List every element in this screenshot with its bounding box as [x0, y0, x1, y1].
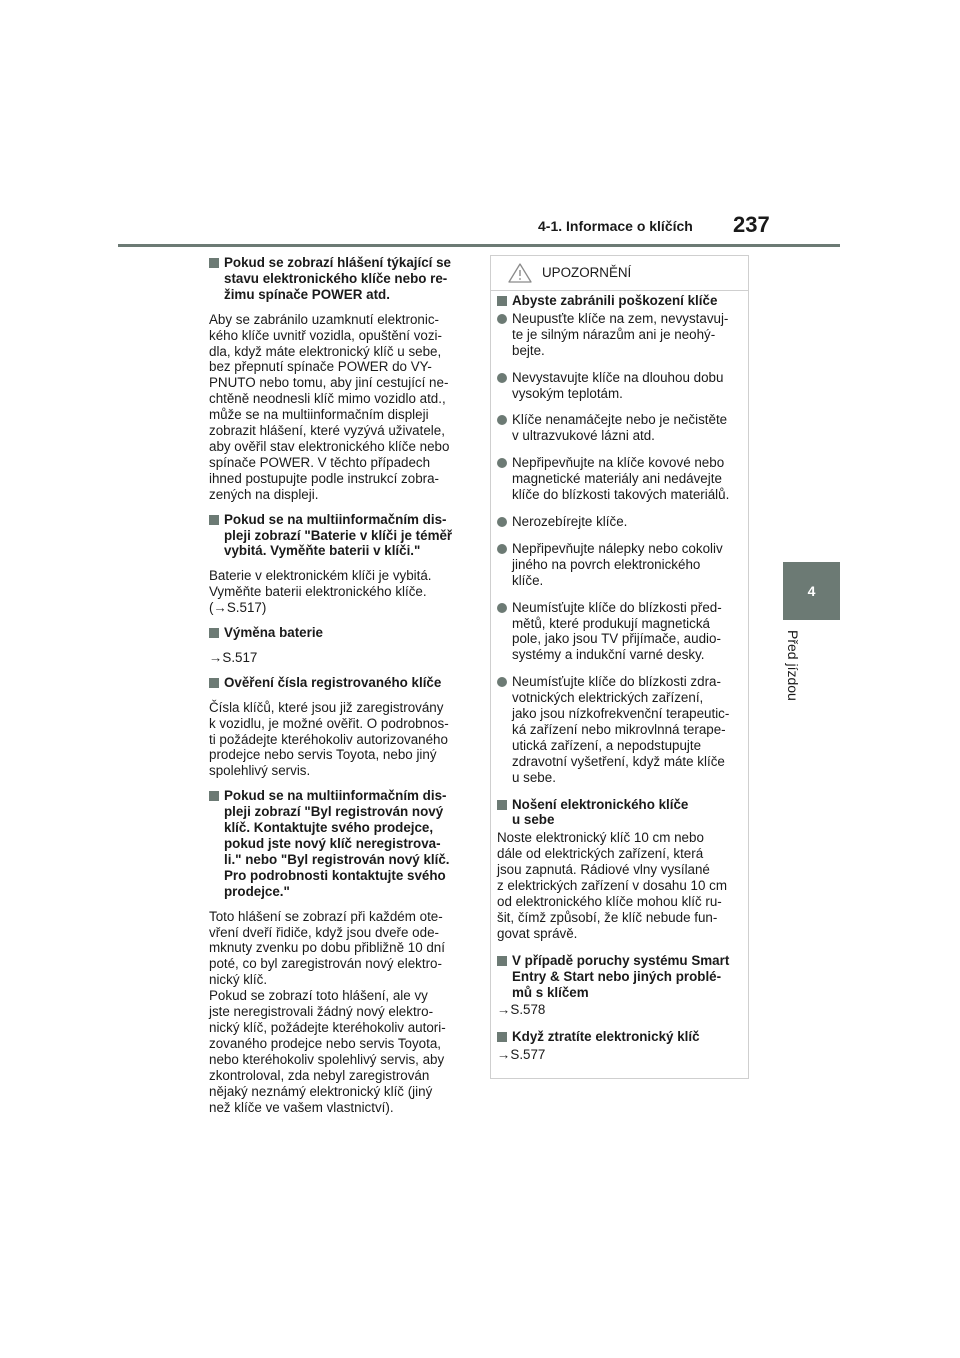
warning-heading — [497, 797, 747, 829]
section-heading — [209, 625, 467, 641]
paragraph: Toto hlášení se zobrazí při každém ote- vření dveří řidiče, když jsou dveře ode- mknuty zvenku po dobu přibližně 10 dní poté, co byl zaregistrován nový elektro- nický klíč. Pokud se zobrazí toto hlášení, ale vy jste neregistrovali žádný nový elektro- nický klíč, požádejte kteréhokoliv autori- zovaného prodejce nebo servis Toyota, nebo kteréhokoliv spolehlivý servis, aby zkontroloval, zda nebyl zaregistrován nějaký neznámý elektronický klíč (jiný než klíče ve vašem vlastnictví). — [209, 908, 446, 1115]
page-reference[interactable]: →S.578 — [497, 1002, 546, 1018]
round-bullet-icon — [497, 677, 507, 687]
heading-text: Výměna baterie — [224, 625, 323, 641]
bullet-text: Neumísťujte klíče do blízkosti zdra- votnických elektrických zařízení, jako jsou nízkofrekvenční terapeutic- ká zařízení nebo mikrovlnná terape- utická zařízení, a nepodstupujte zdravotní vyšetření, když máte klíče u sebe. — [512, 674, 730, 785]
warning-bullet — [497, 674, 747, 785]
heading-text: V případě poruchy systému Smart Entry & Start nebo jiných problé- mů s klíčem — [512, 952, 730, 1000]
warning-triangle-icon — [508, 263, 532, 283]
bullet-text: Nevystavujte klíče na dlouhou dobu vysokým teplotám. — [512, 369, 724, 401]
section-heading — [209, 255, 467, 303]
header-divider — [118, 244, 840, 247]
heading-text: Pokud se na multiinformačním dis- pleji zobrazí "Byl registrován nový klíč. Kontaktujte svého prodejce, pokud jste nový klíč neregistrova- li." nebo "Byl registrován nový klíč. Pro podrobnosti kontaktujte svého prodejce." — [224, 788, 450, 899]
square-bullet-icon — [209, 258, 219, 268]
round-bullet-icon — [497, 373, 507, 383]
page-number: 237 — [733, 212, 770, 237]
warning-bullet — [497, 514, 747, 530]
page-reference[interactable]: →S.577 — [497, 1047, 546, 1063]
square-bullet-icon — [497, 296, 507, 306]
round-bullet-icon — [497, 415, 507, 425]
round-bullet-icon — [497, 458, 507, 468]
heading-text: Ověření čísla registrovaného klíče — [224, 674, 442, 690]
heading-text: Abyste zabránili poškození klíče — [512, 293, 718, 308]
chapter-label: Před jízdou — [785, 630, 801, 701]
section-heading — [209, 675, 467, 691]
warning-heading — [497, 293, 747, 309]
warning-bullet — [497, 370, 747, 402]
warning-heading — [497, 1029, 747, 1045]
warning-bullet — [497, 412, 747, 444]
paragraph: Čísla klíčů, které jsou již zaregistrovány k vozidlu, je možné ověřit. O podrobnos- ti požádejte kteréhokoliv autorizovaného prodejce nebo servis Toyota, nebo jiný spolehlivý servis. — [209, 699, 449, 779]
chapter-tab[interactable]: 4 — [783, 562, 840, 620]
left-column — [209, 255, 467, 1124]
heading-text: Nošení elektronického klíče u sebe — [512, 796, 689, 828]
square-bullet-icon — [209, 515, 219, 525]
round-bullet-icon — [497, 544, 507, 554]
bullet-text: Neupusťte klíče na zem, nevystavuj- te je silným nárazům ani je neohý- bejte. — [512, 310, 729, 358]
warning-bullet — [497, 541, 747, 589]
square-bullet-icon — [209, 791, 219, 801]
paragraph: Baterie v elektronickém klíči je vybitá. Vyměňte baterii elektronického klíče. (→S.517) — [209, 568, 432, 616]
round-bullet-icon — [497, 603, 507, 613]
bullet-text: Nepřipevňujte nálepky nebo cokoliv jiného na povrch elektronického klíče. — [512, 540, 723, 588]
warning-heading — [497, 953, 747, 1001]
page-reference[interactable]: →S.517 — [209, 649, 258, 665]
warning-bullet — [497, 311, 747, 359]
square-bullet-icon — [497, 956, 507, 966]
heading-text: Pokud se zobrazí hlášení týkající se stavu elektronického klíče nebo re- žimu spínače POWER atd. — [224, 255, 451, 302]
warning-bullet — [497, 600, 747, 664]
section-heading — [209, 788, 467, 899]
warning-box — [490, 255, 749, 1079]
bullet-text: Nepřipevňujte na klíče kovové nebo magnetické materiály ani nedávejte klíče do blízkosti takových materiálů. — [512, 455, 730, 503]
bullet-text: Klíče nenamáčejte nebo je nečistěte v ultrazvukové lázni atd. — [512, 412, 728, 444]
paragraph: Noste elektronický klíč 10 cm nebo dále od elektrických zařízení, která jsou zapnutá. Rádiové vlny vysílané z elektrických zařízení v dosahu 10 cm od elektronického klíče mohou klíč ru- šit, čímž způsobí, že klíč nebude fun- govat správě. — [497, 830, 727, 941]
heading-text: Pokud se na multiinformačním dis- pleji zobrazí "Baterie v klíči je téměř vybitá. Vyměňte baterii v klíči." — [224, 511, 453, 559]
bullet-text: Neumísťujte klíče do blízkosti před- mětů, které produkují magnetická pole, jako jsou TV přijímače, audio- systémy a indukční varné desky. — [512, 599, 722, 663]
warning-body — [497, 293, 747, 1074]
heading-text: Když ztratíte elektronický klíč — [512, 1029, 700, 1045]
section-heading — [209, 512, 467, 560]
bullet-text: Nerozebírejte klíče. — [512, 513, 628, 529]
square-bullet-icon — [497, 1032, 507, 1042]
paragraph: Aby se zabránilo uzamknutí elektronic- kého klíče uvnitř vozidla, opuštění vozi- dla, když máte elektronický klíč u sebe, bez přepnutí spínače POWER do VY- PNUTO nebo tomu, aby jiní cestující ne- chtěně neodnesli klíč mimo vozidlo atd., může se na multiinformačním displeji zobrazit hlášení, které vyzývá uživatele, aby ověřil stav elektronického klíče nebo spínače POWER. V těchto případech ihned postupujte podle instrukcí zobra- zených na displeji. — [209, 311, 450, 502]
section-title: 4-1. Informace o klíčích — [538, 218, 693, 234]
square-bullet-icon — [209, 678, 219, 688]
warning-bullet — [497, 455, 747, 503]
warning-title: UPOZORNĚNÍ — [542, 265, 632, 280]
round-bullet-icon — [497, 314, 507, 324]
round-bullet-icon — [497, 517, 507, 527]
warning-header — [491, 256, 748, 291]
square-bullet-icon — [497, 800, 507, 810]
square-bullet-icon — [209, 628, 219, 638]
